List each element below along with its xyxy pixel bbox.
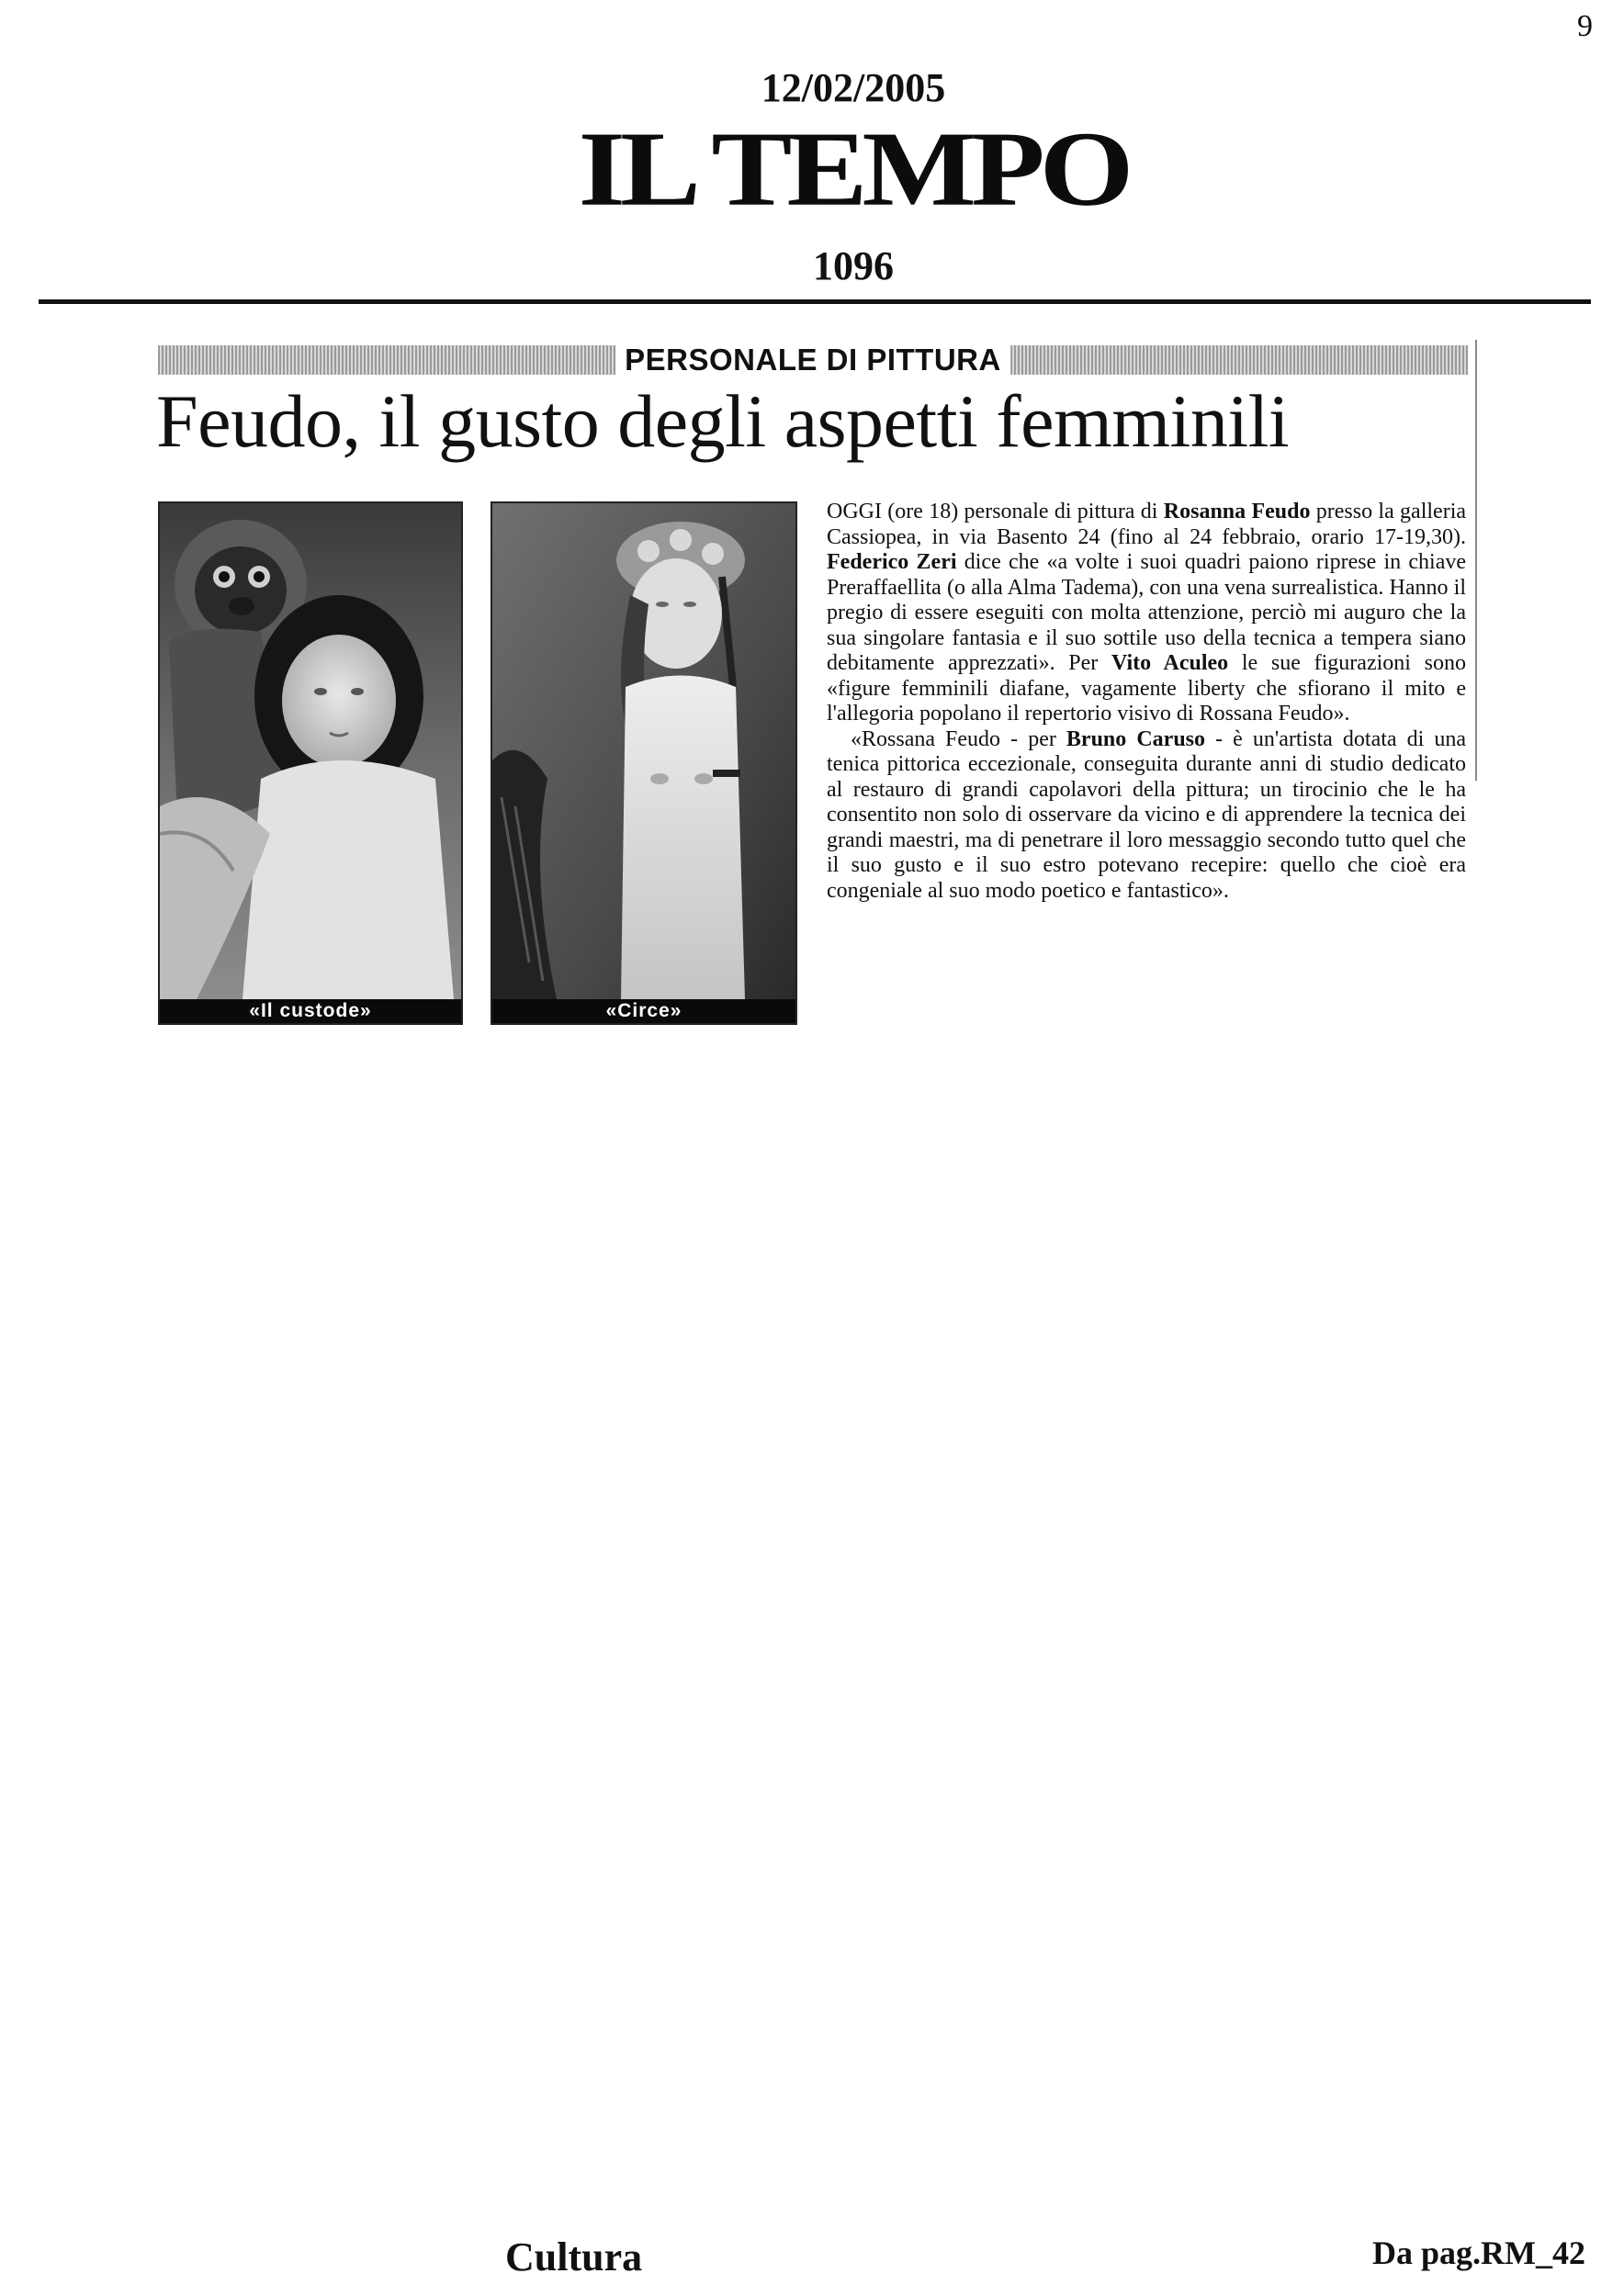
article-paragraph [827, 500, 1466, 727]
painting-circe-image [492, 503, 795, 999]
article-text: «Rossana Feudo - per [851, 726, 1066, 751]
critic-name-caruso: Bruno Caruso [1066, 726, 1206, 751]
photo-caption-circe: «Circe» [492, 999, 795, 1023]
footer-section-name: Cultura [505, 2234, 643, 2279]
newspaper-masthead: IL TEMPO [578, 108, 1129, 229]
painting-il-custode-image [160, 503, 461, 999]
page-number: 9 [1577, 9, 1593, 43]
article-headline: Feudo, il gusto degli aspetti femminili [156, 379, 1290, 463]
article-text: presso la galleria Cassiopea, in via Basento 24 (fino al 24 febbraio, orario 17-19,30). [827, 500, 1467, 549]
article-text: - è un'artista dotata di una tenica pittorica eccezionale, conseguita durante anni di studio dedicato al restauro di grandi capolavori della pittura; un tirocinio che le ha consentito non solo di osservare da vicino e di apprendere la tecnica dei grandi maestri, ma di penetrare il loro messaggio secondo tutto quel che il suo gusto e il suo estro potevano recepire: quello che cioè era congeniale al suo modo poetico e fantastico». [827, 726, 1466, 903]
article-text: le sue figurazioni sono «figure femminili diafane, vagamente liberty che sfiorano il mito e l'allegoria popolano il repertorio visivo di Rossana Feudo». [827, 651, 1466, 726]
issue-number: 1096 [813, 243, 894, 288]
critic-name-zeri: Federico Zeri [827, 550, 957, 574]
footer-source-page: Da pag.RM_42 [1372, 2234, 1585, 2271]
article-text: OGGI (ore 18) personale di pittura di [827, 500, 1164, 523]
section-label: PERSONALE DI PITTURA [615, 342, 1010, 378]
photo-circe [491, 501, 797, 1025]
critic-name-aculeo: Vito Aculeo [1111, 651, 1229, 675]
photo-caption-il-custode: «Il custode» [160, 999, 461, 1023]
article-body [827, 500, 1466, 904]
article-paragraph [827, 727, 1466, 905]
header-divider [39, 299, 1591, 304]
section-bar [158, 345, 1468, 375]
article-text: dice che «a volte i suoi quadri paiono riprese in chiave Preraffaellita (o alla Alma Tadema), con una vena surrealistica. Hanno il pregio di essere eseguiti con molta attenzione, perciò mi auguro che la sua singolare fantasia e il suo sottile uso della tecnica a tempera siano debitamente apprezzati». Per [827, 550, 1466, 675]
artist-name: Rosanna Feudo [1163, 500, 1311, 523]
photo-il-custode [158, 501, 463, 1025]
publication-date: 12/02/2005 [761, 65, 946, 110]
